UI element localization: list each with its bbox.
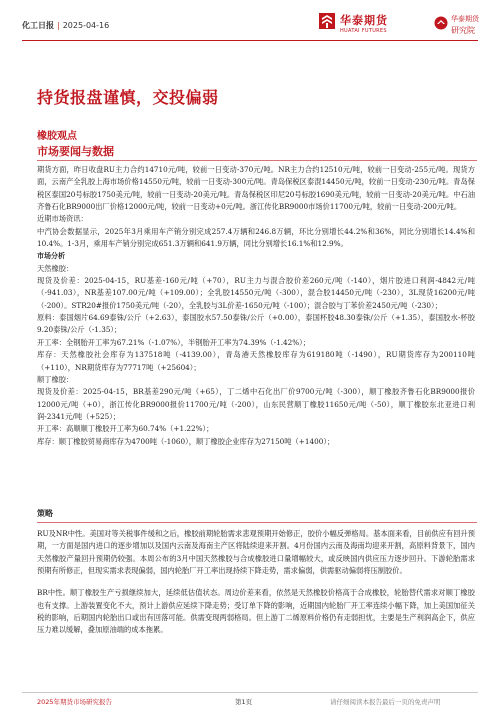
huatai-logo-icon: [318, 12, 336, 30]
butadiene-rubber-heading: 顺丁橡胶：: [37, 374, 74, 384]
logo-name-en: HUATAI FUTURES: [340, 28, 387, 34]
header-divider: [22, 40, 478, 41]
recent-news-paragraph: 中汽协会数据显示，2025年3月乘用车产销分别完成257.4万辆和246.8万辆，环比分别增长44.2%和36%，同比分别增长14.4%和10.4%。1-3月，乘用车产销分别完成651.3万辆和641.9万辆，同比分别增长16.1%和12.9%。: [37, 226, 475, 249]
footer-disclaimer: 请仔细阅读本报告最后一页的免责声明: [330, 698, 441, 706]
research-institute-logo: [434, 10, 494, 38]
nr-spot-spread-paragraph: 现货及价差：2025-04-15，RU基差-160元/吨（+70），RU主力与混合胶价差260元/吨（-140），烟片胶进口利润-4842元/吨（-941.03），NR基差107.00元/吨（+109.00）；全乳胶14550元/吨（-300），混合胶14450元/吨（-230），3L现货16200元/吨（-200）。STR20#报价1750美元/吨（-20），全乳胶与3L价差-1650元/吨（-100）；混合胶与丁苯价差2450元/吨（-230）；: [37, 276, 475, 310]
strategy-divider: [37, 522, 477, 523]
report-title: 持货报盘谨慎，交投偏弱: [37, 88, 219, 107]
footer-page-number: 第1页: [235, 698, 253, 706]
recent-news-heading: 近期市场资讯：: [37, 214, 88, 224]
br-inventory-paragraph: 库存：顺丁橡胶贸易商库存为4700吨（-1060），顺丁橡胶企业库存为27150吨（+1400）；: [37, 436, 335, 446]
nr-inventory-paragraph: 库存：天然橡胶社会库存为137518吨（-4139.00），青岛港天然橡胶库存为619180吨（-1490），RU期货库存为200110吨（+110），NR期货库存为77717吨（+25604）；: [37, 350, 475, 372]
research-logo-line2: 研究院: [451, 26, 475, 35]
huatai-logo: [318, 10, 418, 42]
report-type: 化工日报: [22, 21, 54, 30]
strategy-ru-nr-paragraph: RU及NR中性。美国对等关税事件缓和之后，橡胶前期轮胎需求悲观预期开始修正，胶价小幅反弹格局。基本面来看，目前供应有回升预期，一方面是国内进口的逐步增加以及国内云南及海南主产区将陆续迎来开割。4月份国内云南及海南均迎来开割，高原料背景下，国内天然橡胶产量回升预期仍较强。本周公布的3月中国天然橡胶与合成橡胶进口量增幅较大，或反映国内供应压力逐步回升。下游轮胎需求预期有所修正，但现实需求表现偏弱，国内轮胎厂开工率出现持续下降走势，需求偏弱，供需驱动偏弱将压制胶价。: [37, 529, 475, 576]
research-logo-icon: [434, 16, 448, 30]
br-spot-spread-paragraph: 现货及价差：2025-04-15，BR基差290元/吨（+65），丁二烯中石化出厂价9700元/吨（-300），顺丁橡胶齐鲁石化BR9000报价12000元/吨（+0），浙江传化BR9000报价11700元/吨（-200），山东民营顺丁橡胶11650元/吨（-50），顺丁橡胶东北亚进口利润-2341元/吨（+525）；: [37, 387, 475, 421]
header-separator: |: [57, 21, 60, 30]
footer-divider: [22, 692, 478, 693]
section-divider: [37, 160, 477, 161]
strategy-br-paragraph: BR中性。顺丁橡胶生产亏损继续加大，延续低估值状态。周边价差来看，依然是天然橡胶价格高于合成橡胶，轮胎替代需求对顺丁橡胶也有支撑。上游装置变化不大，预计上游供应延续下降走势；受订单下降的影响，近期国内轮胎厂开工率连续小幅下降，加上美国加征关税的影响，后期国内轮胎出口或出有回落可能。供需变现两弱格局。但上游丁二烯原料价格仍有走弱担忧，主要是生产利润高企下，供应压力难以缓解，叠加原油端的成本拖累。: [37, 588, 475, 635]
futures-spot-paragraph: 期货方面，昨日收盘RU主力合约14710元/吨，较前一日变动-370元/吨。NR主力合约12510元/吨，较前一日变动-255元/吨。现货方面，云南产全乳胶上海市场价格14550元/吨，较前一日变动-300元/吨。青岛保税区泰混14450元/吨，较前一日变动-230元/吨。青岛保税区泰国20号标胶1750美元/吨，较前一日变动-20美元/吨。青岛保税区印尼20号标胶1690美元/吨，较前一日变动-20美元/吨。中石油齐鲁石化BR9000出厂价格12000元/吨，较前一日变动+0元/吨。浙江传化BR9000市场价11700元/吨，较前一日变动-200元/吨。: [37, 165, 475, 212]
section-subheading: 市场要闻与数据: [37, 145, 114, 158]
nr-raw-material-paragraph: 原料：泰国烟片64.69泰铢/公斤（+2.63），泰国胶水57.50泰铢/公斤（+0.00），泰国杯胶48.30泰铢/公斤（+1.35），泰国胶水-杯胶9.20泰铢/公斤（-1.35）；: [37, 313, 475, 335]
strategy-content: [37, 528, 475, 647]
market-analysis-heading: 市场分析: [37, 252, 65, 261]
research-logo-line1: 华泰期货: [451, 15, 479, 23]
strategy-heading: 策略: [37, 509, 53, 518]
nr-operating-rate-paragraph: 开工率：全钢胎开工率为67.21%（-1.07%），半钢胎开工率为74.39%（-1.42%）；: [37, 337, 311, 347]
natural-rubber-heading: 天然橡胶：: [37, 263, 74, 273]
report-date: 2025-04-16: [62, 21, 110, 30]
br-operating-rate-paragraph: 开工率：高顺顺丁橡胶开工率为60.74%（+1.22%）；: [37, 424, 214, 434]
logo-name-cn: 华泰期货: [340, 14, 388, 27]
market-data-content: [37, 164, 475, 448]
page-header: [0, 0, 500, 42]
section-heading: 橡胶观点: [37, 131, 77, 142]
footer-report-name: 2025年期货市场研究报告: [37, 698, 113, 706]
header-report-info: [22, 20, 109, 31]
